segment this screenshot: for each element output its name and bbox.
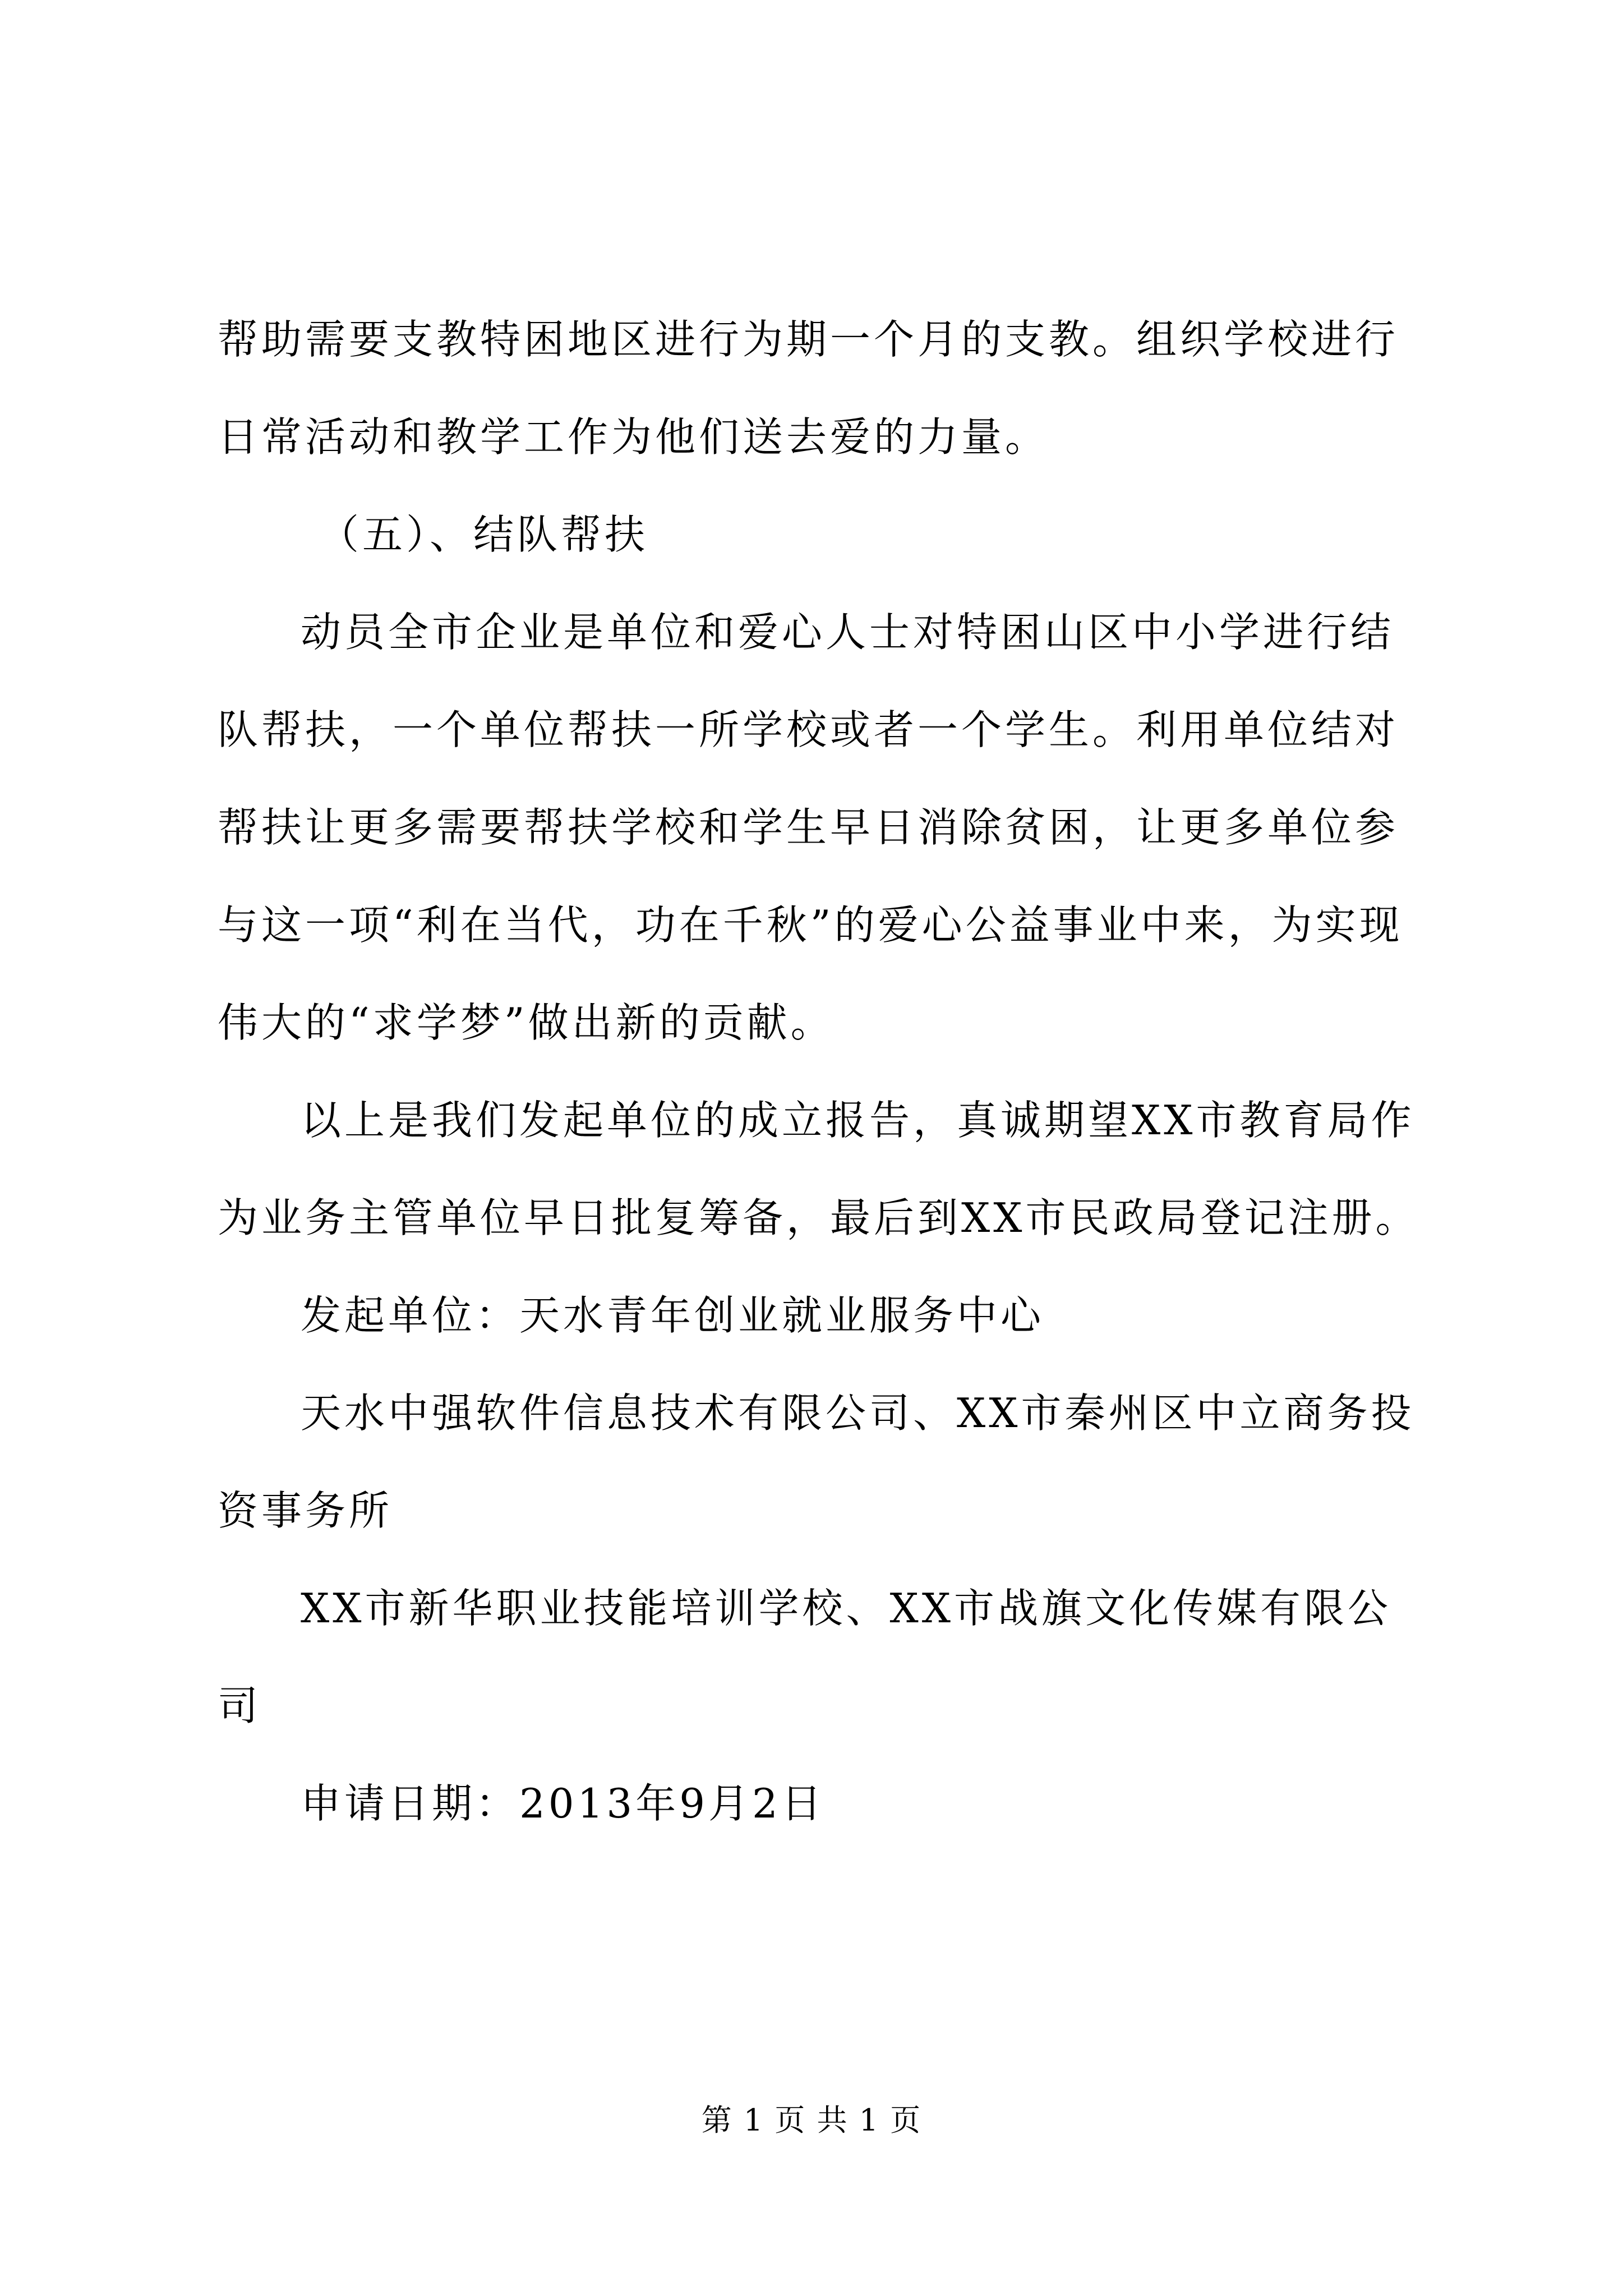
page-footer: 第 1 页 共 1 页 [701, 2102, 922, 2138]
paragraph-co-initiators-2: XX市新华职业技能培训学校、XX市战旗文化传媒有限公司 [218, 1585, 1392, 1729]
paragraph-pairing-support: 动员全市企业是单位和爱心人士对特困山区中小学进行结队帮扶，一个单位帮扶一所学校或者一个学生。利用单位结对帮扶让更多需要帮扶学校和学生早日消除贫困，让更多单位参与这一项“利在当代，功在千秋”的爱心公益事业中来，为实现伟大的“求学梦”做出新的贡献。 [218, 609, 1403, 1046]
paragraph-initiator: 发起单位：天水青年创业就业服务中心 [301, 1292, 1045, 1339]
paragraph-application-date: 申请日期：2013年9月2日 [301, 1780, 825, 1827]
paragraph-report-request: 以上是我们发起单位的成立报告，真诚期望XX市教育局作为业务主管单位早日批复筹备，最后到XX市民政局登记注册。 [218, 1097, 1419, 1241]
paragraph-co-initiators-1: 天水中强软件信息技术有限公司、XX市秦州区中立商务投资事务所 [218, 1389, 1415, 1534]
paragraph-support-teaching: 帮助需要支教特困地区进行为期一个月的支教。组织学校进行日常活动和教学工作为他们送去爱的力量。 [218, 316, 1399, 461]
document-body [218, 291, 1429, 1852]
section-heading-pairing-support: （五）、结队帮扶 [319, 511, 649, 558]
